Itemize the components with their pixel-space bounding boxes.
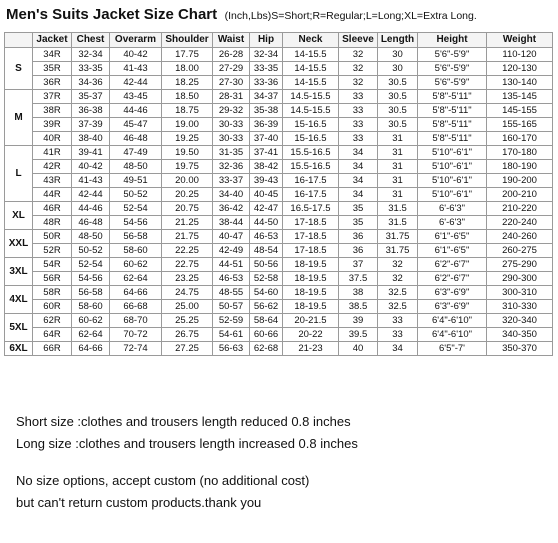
table-cell: 31.75 bbox=[378, 230, 418, 244]
table-cell: 30.5 bbox=[378, 104, 418, 118]
table-row bbox=[5, 160, 553, 174]
table-cell: 27.25 bbox=[162, 342, 213, 356]
table-cell: 46-48 bbox=[72, 216, 110, 230]
column-header: Jacket bbox=[33, 33, 72, 48]
table-cell: 35 bbox=[339, 216, 378, 230]
table-cell: 190-200 bbox=[487, 174, 553, 188]
table-cell: 44-46 bbox=[72, 202, 110, 216]
chart-title-legend: (Inch,Lbs)S=Short;R=Regular;L=Long;XL=Extra Long. bbox=[224, 10, 477, 22]
table-cell: 33 bbox=[339, 90, 378, 104]
size-group-label: M bbox=[5, 90, 33, 146]
table-cell: 30-33 bbox=[213, 118, 250, 132]
table-cell: 21.25 bbox=[162, 216, 213, 230]
table-cell: 66-68 bbox=[110, 300, 162, 314]
table-cell: 37R bbox=[33, 90, 72, 104]
table-cell: 58-64 bbox=[250, 314, 283, 328]
table-cell: 60-62 bbox=[110, 258, 162, 272]
table-cell: 36-38 bbox=[72, 104, 110, 118]
table-cell: 52-54 bbox=[110, 202, 162, 216]
table-cell: 170-180 bbox=[487, 146, 553, 160]
table-cell: 5'10"-6'1" bbox=[418, 174, 487, 188]
table-cell: 15.5-16.5 bbox=[283, 160, 339, 174]
table-cell: 33-35 bbox=[72, 62, 110, 76]
table-cell: 30.5 bbox=[378, 118, 418, 132]
table-cell: 5'8"-5'11" bbox=[418, 90, 487, 104]
table-cell: 160-170 bbox=[487, 132, 553, 146]
size-table bbox=[4, 32, 553, 356]
table-cell: 21-23 bbox=[283, 342, 339, 356]
table-cell: 14.5-15.5 bbox=[283, 104, 339, 118]
table-cell: 33 bbox=[378, 314, 418, 328]
table-cell: 130-140 bbox=[487, 76, 553, 90]
column-header: Waist bbox=[213, 33, 250, 48]
table-cell: 43R bbox=[33, 174, 72, 188]
table-cell: 37-40 bbox=[250, 132, 283, 146]
size-group-label: L bbox=[5, 146, 33, 202]
table-cell: 33 bbox=[378, 328, 418, 342]
table-cell: 36R bbox=[33, 76, 72, 90]
table-row bbox=[5, 342, 553, 356]
table-cell: 50-52 bbox=[72, 244, 110, 258]
table-cell: 43-45 bbox=[110, 90, 162, 104]
table-cell: 56-62 bbox=[250, 300, 283, 314]
table-cell: 33 bbox=[339, 132, 378, 146]
table-cell: 40R bbox=[33, 132, 72, 146]
table-cell: 54-56 bbox=[72, 272, 110, 286]
table-cell: 34 bbox=[339, 188, 378, 202]
table-cell: 5'6"-5'9" bbox=[418, 76, 487, 90]
table-cell: 68-70 bbox=[110, 314, 162, 328]
table-row bbox=[5, 258, 553, 272]
table-cell: 18-19.5 bbox=[283, 272, 339, 286]
table-cell: 18.50 bbox=[162, 90, 213, 104]
table-cell: 37.5 bbox=[339, 272, 378, 286]
table-cell: 33-37 bbox=[213, 174, 250, 188]
table-cell: 19.75 bbox=[162, 160, 213, 174]
table-cell: 200-210 bbox=[487, 188, 553, 202]
table-cell: 38-44 bbox=[213, 216, 250, 230]
table-cell: 26.75 bbox=[162, 328, 213, 342]
table-cell: 17-18.5 bbox=[283, 244, 339, 258]
table-cell: 42-44 bbox=[110, 76, 162, 90]
table-cell: 34-40 bbox=[213, 188, 250, 202]
table-cell: 31 bbox=[378, 146, 418, 160]
table-cell: 135-145 bbox=[487, 90, 553, 104]
table-cell: 30 bbox=[378, 62, 418, 76]
table-cell: 37 bbox=[339, 258, 378, 272]
table-cell: 46-48 bbox=[110, 132, 162, 146]
table-cell: 33 bbox=[339, 118, 378, 132]
table-row bbox=[5, 62, 553, 76]
table-cell: 46R bbox=[33, 202, 72, 216]
table-cell: 36 bbox=[339, 230, 378, 244]
table-cell: 37-39 bbox=[72, 118, 110, 132]
table-cell: 155-165 bbox=[487, 118, 553, 132]
table-cell: 18.75 bbox=[162, 104, 213, 118]
table-cell: 31-35 bbox=[213, 146, 250, 160]
table-cell: 20.25 bbox=[162, 188, 213, 202]
table-cell: 6'4"-6'10" bbox=[418, 314, 487, 328]
table-cell: 34 bbox=[339, 160, 378, 174]
table-row bbox=[5, 230, 553, 244]
table-cell: 39-43 bbox=[250, 174, 283, 188]
table-cell: 310-330 bbox=[487, 300, 553, 314]
table-cell: 44-50 bbox=[250, 216, 283, 230]
table-cell: 42R bbox=[33, 160, 72, 174]
table-cell: 5'6"-5'9" bbox=[418, 62, 487, 76]
table-cell: 58-60 bbox=[72, 300, 110, 314]
table-cell: 36-42 bbox=[213, 202, 250, 216]
table-cell: 33-35 bbox=[250, 62, 283, 76]
table-body bbox=[5, 48, 553, 356]
table-row bbox=[5, 174, 553, 188]
table-cell: 180-190 bbox=[487, 160, 553, 174]
column-header: Weight bbox=[487, 33, 553, 48]
table-cell: 16-17.5 bbox=[283, 174, 339, 188]
table-cell: 40-45 bbox=[250, 188, 283, 202]
column-header bbox=[5, 33, 33, 48]
table-cell: 6'-6'3" bbox=[418, 216, 487, 230]
note-no-return: but can't return custom products.thank you bbox=[16, 495, 262, 510]
table-cell: 32-34 bbox=[250, 48, 283, 62]
column-header: Shoulder bbox=[162, 33, 213, 48]
table-cell: 320-340 bbox=[487, 314, 553, 328]
table-cell: 19.25 bbox=[162, 132, 213, 146]
table-cell: 62-68 bbox=[250, 342, 283, 356]
table-cell: 18.25 bbox=[162, 76, 213, 90]
table-cell: 275-290 bbox=[487, 258, 553, 272]
table-cell: 38.5 bbox=[339, 300, 378, 314]
table-cell: 6'2"-6'7" bbox=[418, 272, 487, 286]
table-cell: 34 bbox=[339, 174, 378, 188]
size-chart bbox=[4, 32, 552, 356]
table-cell: 48-55 bbox=[213, 286, 250, 300]
table-row bbox=[5, 132, 553, 146]
table-cell: 58R bbox=[33, 286, 72, 300]
table-cell: 39-41 bbox=[72, 146, 110, 160]
table-cell: 35-37 bbox=[72, 90, 110, 104]
table-cell: 6'3"-6'9" bbox=[418, 286, 487, 300]
table-cell: 32.5 bbox=[378, 300, 418, 314]
table-cell: 110-120 bbox=[487, 48, 553, 62]
table-cell: 18.00 bbox=[162, 62, 213, 76]
size-group-label: 4XL bbox=[5, 286, 33, 314]
table-row bbox=[5, 146, 553, 160]
table-row bbox=[5, 90, 553, 104]
table-cell: 5'8"-5'11" bbox=[418, 132, 487, 146]
table-cell: 35-38 bbox=[250, 104, 283, 118]
table-cell: 25.25 bbox=[162, 314, 213, 328]
table-cell: 29-32 bbox=[213, 104, 250, 118]
table-cell: 32 bbox=[339, 76, 378, 90]
table-row bbox=[5, 300, 553, 314]
table-cell: 31 bbox=[378, 174, 418, 188]
table-cell: 70-72 bbox=[110, 328, 162, 342]
table-cell: 50-52 bbox=[110, 188, 162, 202]
table-cell: 18-19.5 bbox=[283, 286, 339, 300]
table-cell: 31 bbox=[378, 132, 418, 146]
table-cell: 14-15.5 bbox=[283, 62, 339, 76]
table-cell: 44-46 bbox=[110, 104, 162, 118]
table-cell: 290-300 bbox=[487, 272, 553, 286]
table-cell: 36 bbox=[339, 244, 378, 258]
table-cell: 15-16.5 bbox=[283, 118, 339, 132]
table-cell: 40-42 bbox=[72, 160, 110, 174]
table-cell: 20.00 bbox=[162, 174, 213, 188]
table-cell: 21.75 bbox=[162, 230, 213, 244]
table-cell: 40-47 bbox=[213, 230, 250, 244]
table-cell: 30.5 bbox=[378, 76, 418, 90]
table-cell: 44-51 bbox=[213, 258, 250, 272]
column-header: Overarm bbox=[110, 33, 162, 48]
table-cell: 52-54 bbox=[72, 258, 110, 272]
size-group-label: 5XL bbox=[5, 314, 33, 342]
table-cell: 60-62 bbox=[72, 314, 110, 328]
table-cell: 14.5-15.5 bbox=[283, 90, 339, 104]
table-cell: 6'3"-6'9" bbox=[418, 300, 487, 314]
table-cell: 30 bbox=[378, 48, 418, 62]
table-cell: 34R bbox=[33, 48, 72, 62]
table-cell: 18-19.5 bbox=[283, 258, 339, 272]
table-cell: 15-16.5 bbox=[283, 132, 339, 146]
table-cell: 5'8"-5'11" bbox=[418, 118, 487, 132]
table-cell: 145-155 bbox=[487, 104, 553, 118]
table-cell: 49-51 bbox=[110, 174, 162, 188]
column-header: Sleeve bbox=[339, 33, 378, 48]
notes bbox=[16, 411, 358, 514]
note-long-size: Long size :clothes and trousers length increased 0.8 inches bbox=[16, 436, 358, 451]
table-cell: 20-22 bbox=[283, 328, 339, 342]
table-cell: 62R bbox=[33, 314, 72, 328]
table-cell: 16-17.5 bbox=[283, 188, 339, 202]
table-cell: 20-21.5 bbox=[283, 314, 339, 328]
table-cell: 52-59 bbox=[213, 314, 250, 328]
table-cell: 16.5-17.5 bbox=[283, 202, 339, 216]
table-cell: 54-61 bbox=[213, 328, 250, 342]
table-cell: 52R bbox=[33, 244, 72, 258]
table-cell: 38R bbox=[33, 104, 72, 118]
table-cell: 28-31 bbox=[213, 90, 250, 104]
table-cell: 260-275 bbox=[487, 244, 553, 258]
notes-spacer bbox=[16, 455, 358, 470]
table-cell: 64-66 bbox=[72, 342, 110, 356]
table-cell: 17-18.5 bbox=[283, 216, 339, 230]
table-cell: 6'1"-6'5" bbox=[418, 244, 487, 258]
table-cell: 31.75 bbox=[378, 244, 418, 258]
table-cell: 34-37 bbox=[250, 90, 283, 104]
table-cell: 37-41 bbox=[250, 146, 283, 160]
table-cell: 5'10"-6'1" bbox=[418, 188, 487, 202]
table-cell: 42-47 bbox=[250, 202, 283, 216]
table-cell: 42-44 bbox=[72, 188, 110, 202]
table-cell: 44R bbox=[33, 188, 72, 202]
table-cell: 38-42 bbox=[250, 160, 283, 174]
table-row bbox=[5, 272, 553, 286]
table-cell: 19.00 bbox=[162, 118, 213, 132]
table-cell: 6'5"-7' bbox=[418, 342, 487, 356]
table-cell: 19.50 bbox=[162, 146, 213, 160]
column-header: Neck bbox=[283, 33, 339, 48]
table-cell: 33 bbox=[339, 104, 378, 118]
table-cell: 17-18.5 bbox=[283, 230, 339, 244]
size-group-label: 3XL bbox=[5, 258, 33, 286]
table-cell: 27-29 bbox=[213, 62, 250, 76]
table-row bbox=[5, 328, 553, 342]
note-short-size: Short size :clothes and trousers length reduced 0.8 inches bbox=[16, 414, 351, 429]
table-row bbox=[5, 202, 553, 216]
table-cell: 5'8"-5'11" bbox=[418, 104, 487, 118]
table-cell: 56-63 bbox=[213, 342, 250, 356]
table-cell: 41-43 bbox=[72, 174, 110, 188]
table-cell: 47-49 bbox=[110, 146, 162, 160]
table-cell: 39.5 bbox=[339, 328, 378, 342]
table-cell: 38-40 bbox=[72, 132, 110, 146]
table-cell: 31 bbox=[378, 160, 418, 174]
table-cell: 33-36 bbox=[250, 76, 283, 90]
table-cell: 5'10"-6'1" bbox=[418, 160, 487, 174]
table-cell: 23.25 bbox=[162, 272, 213, 286]
table-cell: 5'6"-5'9" bbox=[418, 48, 487, 62]
table-cell: 34 bbox=[378, 342, 418, 356]
table-cell: 46-53 bbox=[250, 230, 283, 244]
table-cell: 38 bbox=[339, 286, 378, 300]
table-cell: 42-49 bbox=[213, 244, 250, 258]
table-cell: 58-60 bbox=[110, 244, 162, 258]
note-custom: No size options, accept custom (no additional cost) bbox=[16, 473, 310, 488]
table-cell: 41-43 bbox=[110, 62, 162, 76]
table-cell: 35 bbox=[339, 202, 378, 216]
table-cell: 62-64 bbox=[110, 272, 162, 286]
table-row bbox=[5, 314, 553, 328]
table-cell: 31.5 bbox=[378, 202, 418, 216]
table-cell: 64R bbox=[33, 328, 72, 342]
table-cell: 62-64 bbox=[72, 328, 110, 342]
column-header: Hip bbox=[250, 33, 283, 48]
column-header: Length bbox=[378, 33, 418, 48]
table-cell: 22.25 bbox=[162, 244, 213, 258]
table-cell: 6'4"-6'10" bbox=[418, 328, 487, 342]
table-cell: 30.5 bbox=[378, 90, 418, 104]
chart-title-main: Men's Suits Jacket Size Chart bbox=[6, 6, 218, 23]
table-cell: 56-58 bbox=[110, 230, 162, 244]
column-header: Chest bbox=[72, 33, 110, 48]
table-cell: 60-66 bbox=[250, 328, 283, 342]
table-cell: 340-350 bbox=[487, 328, 553, 342]
table-cell: 40-42 bbox=[110, 48, 162, 62]
table-cell: 52-58 bbox=[250, 272, 283, 286]
table-cell: 300-310 bbox=[487, 286, 553, 300]
table-cell: 20.75 bbox=[162, 202, 213, 216]
table-cell: 54-60 bbox=[250, 286, 283, 300]
table-row bbox=[5, 216, 553, 230]
table-cell: 36-39 bbox=[250, 118, 283, 132]
table-cell: 32-34 bbox=[72, 48, 110, 62]
size-group-label: 6XL bbox=[5, 342, 33, 356]
table-cell: 35R bbox=[33, 62, 72, 76]
table-row bbox=[5, 244, 553, 258]
table-cell: 45-47 bbox=[110, 118, 162, 132]
table-cell: 5'10"-6'1" bbox=[418, 146, 487, 160]
table-cell: 31 bbox=[378, 188, 418, 202]
table-cell: 50R bbox=[33, 230, 72, 244]
table-cell: 64-66 bbox=[110, 286, 162, 300]
table-cell: 6'1"-6'5" bbox=[418, 230, 487, 244]
table-row bbox=[5, 286, 553, 300]
table-cell: 22.75 bbox=[162, 258, 213, 272]
table-cell: 39 bbox=[339, 314, 378, 328]
size-group-label: XL bbox=[5, 202, 33, 230]
table-cell: 48-54 bbox=[250, 244, 283, 258]
chart-title bbox=[6, 6, 477, 24]
table-cell: 14-15.5 bbox=[283, 76, 339, 90]
table-row bbox=[5, 104, 553, 118]
table-cell: 54-56 bbox=[110, 216, 162, 230]
table-cell: 120-130 bbox=[487, 62, 553, 76]
table-cell: 39R bbox=[33, 118, 72, 132]
table-cell: 25.00 bbox=[162, 300, 213, 314]
table-cell: 210-220 bbox=[487, 202, 553, 216]
table-cell: 41R bbox=[33, 146, 72, 160]
table-cell: 30-33 bbox=[213, 132, 250, 146]
table-cell: 60R bbox=[33, 300, 72, 314]
size-group-label: XXL bbox=[5, 230, 33, 258]
table-cell: 32.5 bbox=[378, 286, 418, 300]
table-cell: 18-19.5 bbox=[283, 300, 339, 314]
table-cell: 27-30 bbox=[213, 76, 250, 90]
table-cell: 50-57 bbox=[213, 300, 250, 314]
table-cell: 40 bbox=[339, 342, 378, 356]
table-cell: 350-370 bbox=[487, 342, 553, 356]
table-header-row bbox=[5, 33, 553, 48]
table-row bbox=[5, 76, 553, 90]
table-cell: 46-53 bbox=[213, 272, 250, 286]
table-row bbox=[5, 188, 553, 202]
table-cell: 54R bbox=[33, 258, 72, 272]
table-cell: 34-36 bbox=[72, 76, 110, 90]
table-cell: 66R bbox=[33, 342, 72, 356]
table-cell: 32 bbox=[339, 48, 378, 62]
table-cell: 24.75 bbox=[162, 286, 213, 300]
table-cell: 56R bbox=[33, 272, 72, 286]
table-cell: 32 bbox=[339, 62, 378, 76]
table-row bbox=[5, 48, 553, 62]
column-header: Height bbox=[418, 33, 487, 48]
table-cell: 32 bbox=[378, 272, 418, 286]
table-cell: 220-240 bbox=[487, 216, 553, 230]
table-cell: 6'2"-6'7" bbox=[418, 258, 487, 272]
table-cell: 34 bbox=[339, 146, 378, 160]
table-cell: 48-50 bbox=[72, 230, 110, 244]
table-cell: 17.75 bbox=[162, 48, 213, 62]
table-cell: 48R bbox=[33, 216, 72, 230]
table-cell: 32-36 bbox=[213, 160, 250, 174]
table-cell: 6'-6'3" bbox=[418, 202, 487, 216]
table-cell: 15.5-16.5 bbox=[283, 146, 339, 160]
table-cell: 14-15.5 bbox=[283, 48, 339, 62]
table-row bbox=[5, 118, 553, 132]
size-group-label: S bbox=[5, 48, 33, 90]
table-cell: 56-58 bbox=[72, 286, 110, 300]
table-cell: 72-74 bbox=[110, 342, 162, 356]
table-cell: 48-50 bbox=[110, 160, 162, 174]
table-cell: 32 bbox=[378, 258, 418, 272]
table-cell: 31.5 bbox=[378, 216, 418, 230]
table-cell: 240-260 bbox=[487, 230, 553, 244]
table-cell: 50-56 bbox=[250, 258, 283, 272]
table-cell: 26-28 bbox=[213, 48, 250, 62]
